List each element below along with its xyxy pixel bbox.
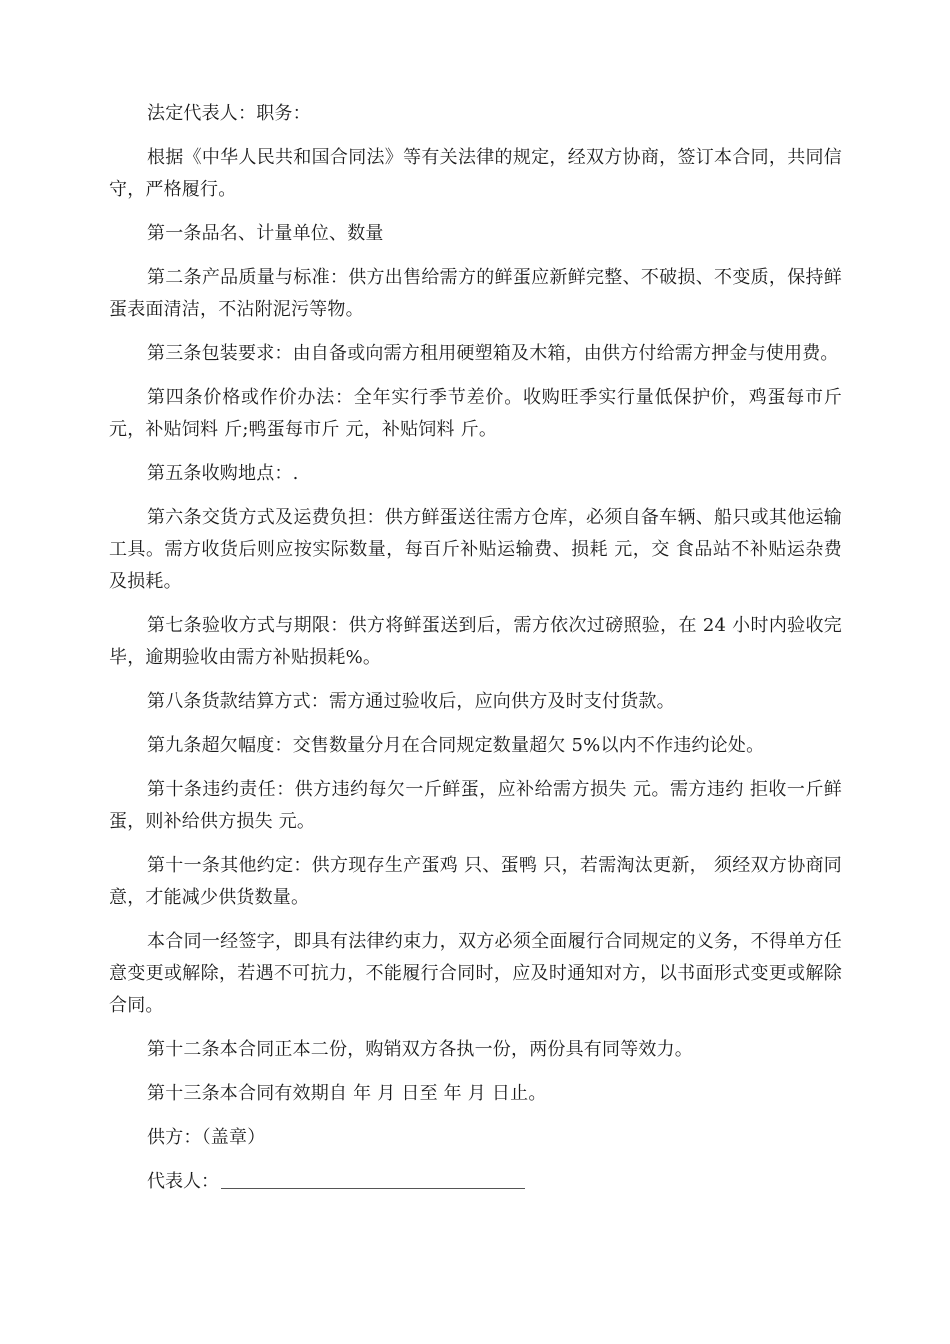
article-6: 第六条交货方式及运费负担：供方鲜蛋送往需方仓库，必须自备车辆、船只或其他运输工具。需方收货后则应按实际数量，每百斤补贴运输费、损耗 元，交 食品站不补贴运杂费及损耗。 (109, 507, 842, 592)
article-11: 第十一条其他约定：供方现存生产蛋鸡 只、蛋鸭 只，若需淘汰更新， 须经双方协商同意，才能减少供货数量。 (109, 855, 842, 908)
supplier-seal-line: 供方：（盖章） (147, 1127, 266, 1148)
representative-line (109, 1166, 842, 1198)
article-12: 第十二条本合同正本二份，购销双方各执一份，两份具有同等效力。 (147, 1039, 693, 1060)
article-3: 第三条包装要求：由自备或向需方租用硬塑箱及木箱，由供方付给需方押金与使用费。 (147, 343, 839, 364)
signature-blank (221, 1168, 525, 1189)
legal-representative-line: 法定代表人：职务： (147, 103, 311, 124)
article-2: 第二条产品质量与标准：供方出售给需方的鲜蛋应新鲜完整、不破损、不变质，保持鲜蛋表面清洁，不沾附泥污等物。 (109, 267, 842, 320)
binding-force-paragraph: 本合同一经签字，即具有法律约束力，双方必须全面履行合同规定的义务，不得单方任意变更或解除，若遇不可抗力，不能履行合同时，应及时通知对方，以书面形式变更或解除合同。 (109, 931, 842, 1016)
preamble-paragraph: 根据《中华人民共和国合同法》等有关法律的规定，经双方协商，签订本合同，共同信守，严格履行。 (109, 147, 842, 200)
article-4: 第四条价格或作价办法：全年实行季节差价。收购旺季实行量低保护价，鸡蛋每市斤 元，补贴饲料 斤;鸭蛋每市斤 元，补贴饲料 斤。 (109, 387, 842, 440)
article-13: 第十三条本合同有效期自 年 月 日至 年 月 日止。 (147, 1083, 547, 1104)
article-1: 第一条品名、计量单位、数量 (147, 223, 384, 244)
representative-label: 代表人： (147, 1171, 219, 1192)
article-7: 第七条验收方式与期限：供方将鲜蛋送到后，需方依次过磅照验，在 24 小时内验收完毕，逾期验收由需方补贴损耗%。 (109, 615, 842, 668)
article-10: 第十条违约责任：供方违约每欠一斤鲜蛋，应补给需方损失 元。需方违约 拒收一斤鲜蛋，则补给供方损失 元。 (109, 779, 842, 832)
article-9: 第九条超欠幅度：交售数量分月在合同规定数量超欠 5%以内不作违约论处。 (147, 735, 765, 756)
article-5: 第五条收购地点：. (147, 463, 299, 484)
article-8: 第八条货款结算方式：需方通过验收后，应向供方及时支付货款。 (147, 691, 675, 712)
contract-page (109, 98, 842, 1198)
